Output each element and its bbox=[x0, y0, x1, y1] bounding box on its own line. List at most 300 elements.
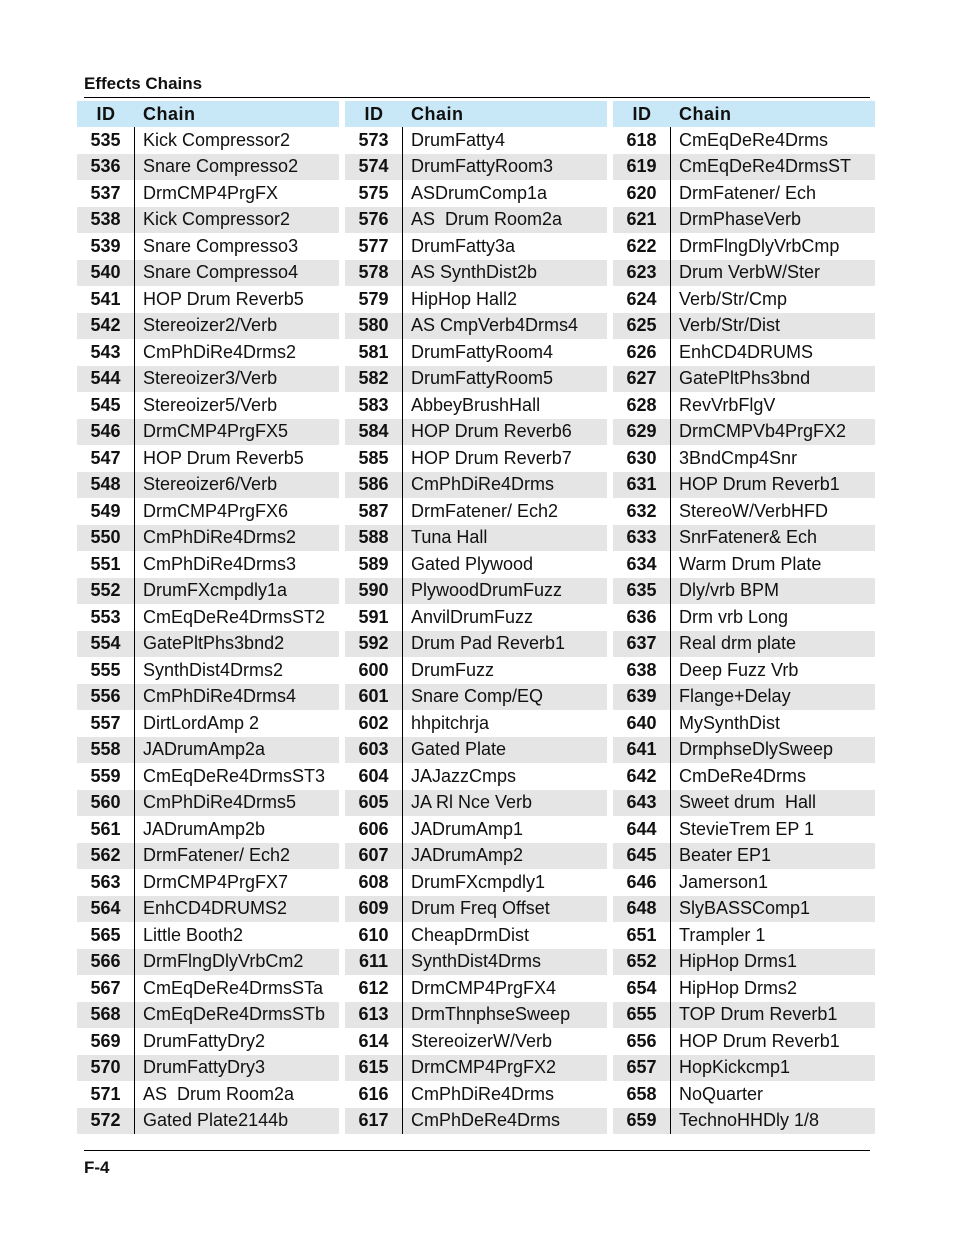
row-id: 535 bbox=[77, 127, 135, 154]
row-id: 622 bbox=[613, 233, 671, 260]
table-row bbox=[77, 710, 339, 737]
row-chain: JADrumAmp2b bbox=[143, 818, 266, 839]
table-rows bbox=[77, 127, 339, 1134]
table-row bbox=[77, 604, 339, 631]
row-id: 640 bbox=[613, 710, 671, 737]
row-chain: DrumFatty3a bbox=[411, 235, 516, 256]
row-chain: ASDrumComp1a bbox=[411, 182, 548, 203]
row-chain: DrmCMP4PrgFX7 bbox=[143, 871, 289, 892]
row-chain: hhpitchrja bbox=[411, 712, 490, 733]
row-chain: DrumFatty4 bbox=[411, 129, 506, 150]
table-rows bbox=[613, 127, 875, 1134]
table-row bbox=[613, 392, 875, 419]
row-id: 536 bbox=[77, 154, 135, 181]
table-row bbox=[345, 578, 607, 605]
table-row bbox=[345, 869, 607, 896]
row-chain: CmEqDeRe4DrmsSTa bbox=[143, 977, 324, 998]
table-row bbox=[345, 949, 607, 976]
row-id: 575 bbox=[345, 180, 403, 207]
row-chain: DrumFattyRoom4 bbox=[411, 341, 554, 362]
row-id: 539 bbox=[77, 233, 135, 260]
table-row bbox=[613, 578, 875, 605]
row-chain: CmEqDeRe4DrmsSTb bbox=[143, 1004, 326, 1025]
row-chain: DrmThnphseSweep bbox=[411, 1004, 571, 1025]
table-row bbox=[345, 1055, 607, 1082]
row-chain: HipHop Drms1 bbox=[679, 951, 798, 972]
row-chain: SnrFatener& Ech bbox=[679, 527, 818, 548]
row-id: 629 bbox=[613, 419, 671, 446]
row-id: 552 bbox=[77, 578, 135, 605]
table-row bbox=[77, 922, 339, 949]
row-chain: CmDeRe4Drms bbox=[679, 765, 807, 786]
row-id: 611 bbox=[345, 949, 403, 976]
table-row bbox=[77, 869, 339, 896]
row-id: 568 bbox=[77, 1002, 135, 1029]
row-id: 570 bbox=[77, 1055, 135, 1082]
row-id: 600 bbox=[345, 657, 403, 684]
table-row bbox=[77, 631, 339, 658]
row-chain: AS Drum Room2a bbox=[411, 209, 563, 230]
row-id: 555 bbox=[77, 657, 135, 684]
row-id: 558 bbox=[77, 737, 135, 764]
table-row bbox=[613, 154, 875, 181]
row-chain: NoQuarter bbox=[679, 1083, 764, 1104]
row-id: 643 bbox=[613, 790, 671, 817]
table-row bbox=[345, 551, 607, 578]
row-chain: DrumFattyRoom3 bbox=[411, 156, 554, 177]
row-chain: TechnoHHDly 1/8 bbox=[679, 1110, 820, 1131]
row-id: 542 bbox=[77, 313, 135, 340]
table-row bbox=[345, 1028, 607, 1055]
row-chain: CmPhDiRe4Drms2 bbox=[143, 527, 297, 548]
row-id: 610 bbox=[345, 922, 403, 949]
row-id: 601 bbox=[345, 684, 403, 711]
table-column-2 bbox=[345, 101, 607, 1134]
row-id: 578 bbox=[345, 260, 403, 287]
row-chain: CmPhDiRe4Drms2 bbox=[143, 341, 297, 362]
row-chain: Snare Compresso4 bbox=[143, 262, 299, 283]
row-chain: JAJazzCmps bbox=[411, 765, 517, 786]
table-row bbox=[613, 339, 875, 366]
table-row bbox=[345, 366, 607, 393]
row-id: 644 bbox=[613, 816, 671, 843]
row-id: 591 bbox=[345, 604, 403, 631]
row-id: 605 bbox=[345, 790, 403, 817]
row-chain: CmPhDiRe4Drms bbox=[411, 474, 555, 495]
table-row bbox=[77, 843, 339, 870]
row-id: 586 bbox=[345, 472, 403, 499]
row-chain: DrumFuzz bbox=[411, 659, 495, 680]
row-id: 577 bbox=[345, 233, 403, 260]
row-id: 582 bbox=[345, 366, 403, 393]
table-row bbox=[613, 763, 875, 790]
table-header bbox=[345, 101, 607, 127]
row-chain: AS Drum Room2a bbox=[143, 1083, 295, 1104]
row-id: 645 bbox=[613, 843, 671, 870]
row-chain: JA Rl Nce Verb bbox=[411, 792, 533, 813]
table-row bbox=[613, 896, 875, 923]
table-row bbox=[77, 498, 339, 525]
row-id: 574 bbox=[345, 154, 403, 181]
row-id: 543 bbox=[77, 339, 135, 366]
table-row bbox=[613, 790, 875, 817]
row-chain: TOP Drum Reverb1 bbox=[679, 1004, 838, 1025]
table-row bbox=[345, 339, 607, 366]
row-id: 639 bbox=[613, 684, 671, 711]
table-row bbox=[345, 313, 607, 340]
table-row bbox=[613, 631, 875, 658]
table-row bbox=[613, 1002, 875, 1029]
row-id: 566 bbox=[77, 949, 135, 976]
row-id: 633 bbox=[613, 525, 671, 552]
row-id: 642 bbox=[613, 763, 671, 790]
row-id: 548 bbox=[77, 472, 135, 499]
row-chain: JADrumAmp1 bbox=[411, 818, 524, 839]
row-chain: Little Booth2 bbox=[143, 924, 244, 945]
table-row bbox=[77, 975, 339, 1002]
row-id: 554 bbox=[77, 631, 135, 658]
table-row bbox=[77, 684, 339, 711]
table-header bbox=[613, 101, 875, 127]
row-chain: SlyBASSComp1 bbox=[679, 898, 811, 919]
row-chain: Gated Plywood bbox=[411, 553, 534, 574]
row-chain: CmPhDiRe4Drms bbox=[411, 1083, 555, 1104]
row-chain: HOP Drum Reverb5 bbox=[143, 447, 304, 468]
table-row bbox=[345, 127, 607, 154]
row-id: 538 bbox=[77, 207, 135, 234]
row-id: 579 bbox=[345, 286, 403, 313]
row-chain: Gated Plate bbox=[411, 739, 507, 760]
table-row bbox=[77, 896, 339, 923]
row-id: 602 bbox=[345, 710, 403, 737]
table-row bbox=[77, 472, 339, 499]
row-id: 557 bbox=[77, 710, 135, 737]
table-row bbox=[613, 233, 875, 260]
row-chain: GatePltPhs3bnd2 bbox=[143, 633, 285, 654]
row-id: 646 bbox=[613, 869, 671, 896]
row-chain: CmEqDeRe4DrmsST2 bbox=[143, 606, 326, 627]
row-chain: DrumFattyDry2 bbox=[143, 1030, 266, 1051]
table-row bbox=[77, 551, 339, 578]
row-chain: JADrumAmp2 bbox=[411, 845, 524, 866]
row-chain: HipHop Drms2 bbox=[679, 977, 798, 998]
table-row bbox=[613, 922, 875, 949]
table-row bbox=[613, 207, 875, 234]
table-row bbox=[345, 286, 607, 313]
row-chain: AbbeyBrushHall bbox=[411, 394, 541, 415]
table-row bbox=[345, 631, 607, 658]
row-id: 656 bbox=[613, 1028, 671, 1055]
table-row bbox=[77, 1108, 339, 1135]
table-row bbox=[77, 763, 339, 790]
row-chain: Tuna Hall bbox=[411, 527, 488, 548]
table-row bbox=[345, 525, 607, 552]
table-row bbox=[613, 472, 875, 499]
table-row bbox=[77, 578, 339, 605]
row-id: 638 bbox=[613, 657, 671, 684]
row-id: 546 bbox=[77, 419, 135, 446]
row-chain: DrumFattyDry3 bbox=[143, 1057, 266, 1078]
row-id: 631 bbox=[613, 472, 671, 499]
row-chain: DrmCMPVb4PrgFX2 bbox=[679, 421, 847, 442]
table-row bbox=[613, 127, 875, 154]
row-chain: Drum VerbW/Ster bbox=[679, 262, 821, 283]
row-chain: Warm Drum Plate bbox=[679, 553, 822, 574]
row-chain: DrmFatener/ Ech2 bbox=[411, 500, 559, 521]
row-id: 588 bbox=[345, 525, 403, 552]
row-chain: HOP Drum Reverb5 bbox=[143, 288, 304, 309]
row-chain: Stereoizer6/Verb bbox=[143, 474, 278, 495]
row-chain: DrmFlngDlyVrbCmp bbox=[679, 235, 840, 256]
header-chain: Chain bbox=[143, 103, 196, 124]
row-id: 537 bbox=[77, 180, 135, 207]
row-chain: HOP Drum Reverb1 bbox=[679, 474, 840, 495]
row-id: 617 bbox=[345, 1108, 403, 1135]
row-chain: HOP Drum Reverb7 bbox=[411, 447, 572, 468]
table-column-1 bbox=[77, 101, 339, 1134]
table-rows bbox=[345, 127, 607, 1134]
footer-divider bbox=[84, 1150, 870, 1151]
table-row bbox=[613, 180, 875, 207]
row-chain: MySynthDist bbox=[679, 712, 781, 733]
row-chain: Flange+Delay bbox=[679, 686, 791, 707]
row-chain: AnvilDrumFuzz bbox=[411, 606, 534, 627]
header-id: ID bbox=[632, 103, 652, 124]
row-id: 608 bbox=[345, 869, 403, 896]
row-id: 615 bbox=[345, 1055, 403, 1082]
row-chain: SynthDist4Drms bbox=[411, 951, 542, 972]
row-id: 541 bbox=[77, 286, 135, 313]
row-id: 561 bbox=[77, 816, 135, 843]
row-id: 620 bbox=[613, 180, 671, 207]
row-id: 606 bbox=[345, 816, 403, 843]
table-row bbox=[345, 1108, 607, 1135]
row-chain: DrmPhaseVerb bbox=[679, 209, 802, 230]
row-chain: AS CmpVerb4Drms4 bbox=[411, 315, 579, 336]
row-chain: CmPhDeRe4Drms bbox=[411, 1110, 561, 1131]
row-chain: Snare Compresso3 bbox=[143, 235, 299, 256]
row-chain: CmEqDeRe4DrmsST bbox=[679, 156, 852, 177]
row-id: 573 bbox=[345, 127, 403, 154]
row-id: 592 bbox=[345, 631, 403, 658]
row-id: 587 bbox=[345, 498, 403, 525]
row-id: 657 bbox=[613, 1055, 671, 1082]
table-row bbox=[77, 816, 339, 843]
row-id: 581 bbox=[345, 339, 403, 366]
row-id: 563 bbox=[77, 869, 135, 896]
row-id: 576 bbox=[345, 207, 403, 234]
table-row bbox=[345, 657, 607, 684]
row-chain: Deep Fuzz Vrb bbox=[679, 659, 799, 680]
row-chain: CmEqDeRe4DrmsST3 bbox=[143, 765, 326, 786]
row-id: 624 bbox=[613, 286, 671, 313]
row-chain: DrmCMP4PrgFX5 bbox=[143, 421, 289, 442]
table-row bbox=[345, 684, 607, 711]
row-chain: CheapDrmDist bbox=[411, 924, 530, 945]
row-chain: Kick Compressor2 bbox=[143, 129, 291, 150]
row-chain: Stereoizer5/Verb bbox=[143, 394, 278, 415]
row-chain: Kick Compressor2 bbox=[143, 209, 291, 230]
row-chain: Drum Pad Reverb1 bbox=[411, 633, 566, 654]
table-row bbox=[77, 1028, 339, 1055]
table-row bbox=[77, 445, 339, 472]
table-row bbox=[613, 1108, 875, 1135]
row-chain: GatePltPhs3bnd bbox=[679, 368, 811, 389]
row-id: 635 bbox=[613, 578, 671, 605]
row-id: 571 bbox=[77, 1081, 135, 1108]
row-id: 565 bbox=[77, 922, 135, 949]
row-id: 652 bbox=[613, 949, 671, 976]
row-id: 544 bbox=[77, 366, 135, 393]
table-row bbox=[613, 604, 875, 631]
table-row bbox=[613, 949, 875, 976]
table-row bbox=[613, 525, 875, 552]
row-chain: Real drm plate bbox=[679, 633, 797, 654]
row-chain: DrmCMP4PrgFX2 bbox=[411, 1057, 557, 1078]
row-chain: Beater EP1 bbox=[679, 845, 772, 866]
row-chain: DrmCMP4PrgFX bbox=[143, 182, 279, 203]
row-id: 556 bbox=[77, 684, 135, 711]
row-chain: Dly/vrb BPM bbox=[679, 580, 780, 601]
row-chain: Snare Compresso2 bbox=[143, 156, 299, 177]
table-row bbox=[345, 1002, 607, 1029]
row-id: 614 bbox=[345, 1028, 403, 1055]
row-chain: DrumFXcmpdly1a bbox=[143, 580, 288, 601]
table-row bbox=[77, 525, 339, 552]
table-row bbox=[345, 816, 607, 843]
table-header bbox=[77, 101, 339, 127]
row-chain: Sweet drum Hall bbox=[679, 792, 817, 813]
row-id: 637 bbox=[613, 631, 671, 658]
table-row bbox=[345, 896, 607, 923]
row-chain: Drm vrb Long bbox=[679, 606, 789, 627]
table-row bbox=[77, 1002, 339, 1029]
row-chain: Gated Plate2144b bbox=[143, 1110, 289, 1131]
row-chain: DrmCMP4PrgFX4 bbox=[411, 977, 557, 998]
table-row bbox=[345, 207, 607, 234]
row-id: 551 bbox=[77, 551, 135, 578]
table-row bbox=[77, 949, 339, 976]
table-row bbox=[613, 366, 875, 393]
row-id: 585 bbox=[345, 445, 403, 472]
row-id: 616 bbox=[345, 1081, 403, 1108]
row-id: 559 bbox=[77, 763, 135, 790]
row-id: 626 bbox=[613, 339, 671, 366]
row-chain: EnhCD4DRUMS bbox=[679, 341, 814, 362]
table-row bbox=[77, 657, 339, 684]
table-row bbox=[613, 419, 875, 446]
row-id: 547 bbox=[77, 445, 135, 472]
row-chain: CmPhDiRe4Drms3 bbox=[143, 553, 297, 574]
row-chain: DirtLordAmp 2 bbox=[143, 712, 260, 733]
row-chain: Trampler 1 bbox=[679, 924, 766, 945]
row-id: 609 bbox=[345, 896, 403, 923]
row-chain: Stereoizer2/Verb bbox=[143, 315, 278, 336]
table-row bbox=[77, 233, 339, 260]
row-id: 618 bbox=[613, 127, 671, 154]
row-id: 583 bbox=[345, 392, 403, 419]
table-row bbox=[77, 313, 339, 340]
table-row bbox=[345, 604, 607, 631]
row-chain: DrmFatener/ Ech2 bbox=[143, 845, 291, 866]
row-id: 658 bbox=[613, 1081, 671, 1108]
table-row bbox=[345, 975, 607, 1002]
table-row bbox=[613, 1028, 875, 1055]
row-chain: HipHop Hall2 bbox=[411, 288, 518, 309]
row-chain: Drum Freq Offset bbox=[411, 898, 550, 919]
row-id: 562 bbox=[77, 843, 135, 870]
table-row bbox=[613, 869, 875, 896]
row-id: 569 bbox=[77, 1028, 135, 1055]
row-id: 607 bbox=[345, 843, 403, 870]
row-id: 567 bbox=[77, 975, 135, 1002]
row-chain: EnhCD4DRUMS2 bbox=[143, 898, 288, 919]
table-row bbox=[613, 816, 875, 843]
table-row bbox=[77, 419, 339, 446]
table-row bbox=[613, 684, 875, 711]
row-id: 584 bbox=[345, 419, 403, 446]
row-chain: Stereoizer3/Verb bbox=[143, 368, 278, 389]
row-chain: Snare Comp/EQ bbox=[411, 686, 544, 707]
row-chain: Verb/Str/Dist bbox=[679, 315, 781, 336]
table-row bbox=[613, 843, 875, 870]
table-row bbox=[345, 790, 607, 817]
table-row bbox=[345, 419, 607, 446]
table-row bbox=[613, 551, 875, 578]
table-row bbox=[345, 180, 607, 207]
row-chain: SynthDist4Drms2 bbox=[143, 659, 284, 680]
header-chain: Chain bbox=[411, 103, 464, 124]
table-row bbox=[613, 313, 875, 340]
table-row bbox=[613, 975, 875, 1002]
table-row bbox=[77, 339, 339, 366]
row-id: 612 bbox=[345, 975, 403, 1002]
table-row bbox=[77, 737, 339, 764]
row-id: 623 bbox=[613, 260, 671, 287]
row-id: 553 bbox=[77, 604, 135, 631]
row-chain: Jamerson1 bbox=[679, 871, 769, 892]
row-chain: HOP Drum Reverb6 bbox=[411, 421, 572, 442]
title-divider bbox=[84, 97, 870, 98]
row-id: 627 bbox=[613, 366, 671, 393]
row-id: 648 bbox=[613, 896, 671, 923]
table-column-3 bbox=[613, 101, 875, 1134]
table-row bbox=[77, 286, 339, 313]
table-row bbox=[345, 260, 607, 287]
row-chain: RevVrbFlgV bbox=[679, 394, 776, 415]
table-row bbox=[345, 843, 607, 870]
table-row bbox=[613, 1081, 875, 1108]
row-id: 641 bbox=[613, 737, 671, 764]
row-id: 560 bbox=[77, 790, 135, 817]
section-title: Effects Chains bbox=[84, 74, 203, 93]
table-row bbox=[613, 1055, 875, 1082]
row-chain: DrumFXcmpdly1 bbox=[411, 871, 546, 892]
table-row bbox=[613, 260, 875, 287]
table-row bbox=[77, 127, 339, 154]
table-row bbox=[613, 657, 875, 684]
table-row bbox=[345, 392, 607, 419]
row-chain: DrmCMP4PrgFX6 bbox=[143, 500, 289, 521]
row-id: 659 bbox=[613, 1108, 671, 1135]
row-chain: PlywoodDrumFuzz bbox=[411, 580, 563, 601]
table-row bbox=[345, 498, 607, 525]
row-id: 613 bbox=[345, 1002, 403, 1029]
table-row bbox=[77, 260, 339, 287]
row-chain: StevieTrem EP 1 bbox=[679, 818, 815, 839]
table-row bbox=[77, 1081, 339, 1108]
row-id: 632 bbox=[613, 498, 671, 525]
